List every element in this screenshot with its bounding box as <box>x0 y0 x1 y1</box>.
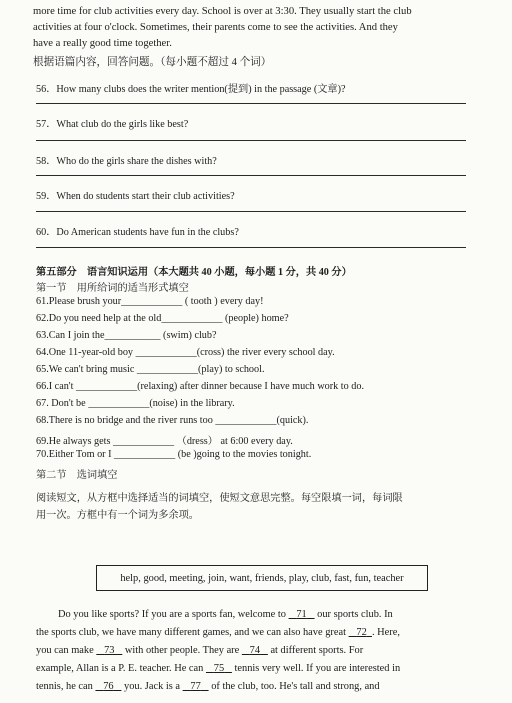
question-56: 56．How many clubs does the writer mention(提到) in the passage (文章)? <box>36 84 346 95</box>
passage-text: tennis very well. If you are interested in <box>231 663 401 674</box>
blank-73-number: 73 <box>104 645 115 656</box>
blank-74[interactable] <box>242 645 268 656</box>
blank-71[interactable] <box>289 609 315 620</box>
answer-line-57[interactable] <box>36 140 466 141</box>
section-5-title: 第五部分 语言知识运用（本大题共 40 小题，每小题 1 分，共 40 分） <box>36 267 352 278</box>
passage-text: example, Allan is a P. E. teacher. He can <box>36 663 206 674</box>
blank-74-number: 74 <box>249 645 261 656</box>
passage-line-3 <box>36 645 476 656</box>
word-box <box>96 565 428 591</box>
passage-line-5 <box>36 681 476 692</box>
blank-75[interactable] <box>206 663 232 674</box>
intro-line-1: more time for club activities every day. School is over at 3:30. They usually start the club <box>33 6 412 17</box>
part-1-title: 第一节 用所给词的适当形式填空 <box>36 283 189 294</box>
blank-73[interactable] <box>96 645 122 656</box>
part-2-instruction-1: 阅读短文，从方框中选择适当的词填空，使短文意思完整。每空限填一词，每词限 <box>36 493 403 504</box>
blank-71-number: 71 <box>296 609 307 620</box>
fill-item-65[interactable]: 65.We can't bring music ____________(play) to school. <box>36 364 265 375</box>
blank-76-number: 76 <box>103 681 114 692</box>
fill-item-63[interactable]: 63.Can I join the___________ (swim) club? <box>36 330 217 341</box>
passage-text: Do you like sports? If you are a sports fan, welcome to <box>58 609 289 620</box>
blank-72[interactable] <box>349 627 372 638</box>
intro-line-2: activities at four o'clock. Sometimes, their parents come to see the activities. And they <box>33 22 398 33</box>
passage-text: tennis, he can <box>36 681 96 692</box>
passage-line-2 <box>36 627 476 638</box>
passage-line-1 <box>58 609 498 620</box>
passage-text: you can make <box>36 645 97 656</box>
blank-77[interactable] <box>183 681 209 692</box>
answer-line-59[interactable] <box>36 211 466 212</box>
answer-line-60[interactable] <box>36 247 466 248</box>
blank-75-number: 75 <box>213 663 225 674</box>
question-59: 59．When do students start their club activities? <box>36 191 235 202</box>
fill-item-66[interactable]: 66.I can't ____________(relaxing) after dinner because I have much work to do. <box>36 381 365 392</box>
reading-instruction: 根据语篇内容，回答问题。（每小题不超过 4 个词） <box>33 57 272 68</box>
question-58: 58．Who do the girls share the dishes with? <box>36 156 217 167</box>
passage-text: of the club, too. He's tall and strong, and <box>208 681 380 692</box>
answer-line-56[interactable] <box>36 103 466 104</box>
question-60: 60．Do American students have fun in the clubs? <box>36 227 239 238</box>
blank-76[interactable] <box>95 681 121 692</box>
passage-text: our sports club. In <box>314 609 393 620</box>
fill-item-68[interactable]: 68.There is no bridge and the river runs too ____________(quick). <box>36 415 309 426</box>
passage-text: . Here, <box>371 627 400 638</box>
fill-item-70[interactable]: 70.Either Tom or I ____________ (be )going to the movies tonight. <box>36 449 312 460</box>
fill-item-62[interactable]: 62.Do you need help at the old____________ (people) home? <box>36 313 289 324</box>
question-57: 57．What club do the girls like best? <box>36 119 189 130</box>
passage-text: you. Jack is a <box>121 681 183 692</box>
answer-line-58[interactable] <box>36 175 466 176</box>
blank-72-number: 72 <box>356 627 367 638</box>
part-2-instruction-2: 用一次。方框中有一个词为多余项。 <box>36 510 199 521</box>
blank-77-number: 77 <box>190 681 201 692</box>
passage-line-4 <box>36 663 476 674</box>
fill-item-61[interactable]: 61.Please brush your____________ ( tooth ) every day! <box>36 296 264 307</box>
fill-item-64[interactable]: 64.One 11-year-old boy ____________(cross) the river every school day. <box>36 347 335 358</box>
part-2-title: 第二节 选词填空 <box>36 470 118 481</box>
fill-item-69[interactable]: 69.He always gets ____________ （dress） at 6:00 every day. <box>36 436 293 447</box>
passage-text: at different sports. For <box>267 645 364 656</box>
passage-text: with other people. They are <box>122 645 242 656</box>
word-box-text: help, good, meeting, join, want, friends, play, club, fast, fun, teacher <box>120 572 404 584</box>
passage-text: the sports club, we have many different games, and we can also have great <box>36 627 349 638</box>
fill-item-67[interactable]: 67. Don't be ____________(noise) in the library. <box>36 398 235 409</box>
intro-line-3: have a really good time together. <box>33 38 172 49</box>
